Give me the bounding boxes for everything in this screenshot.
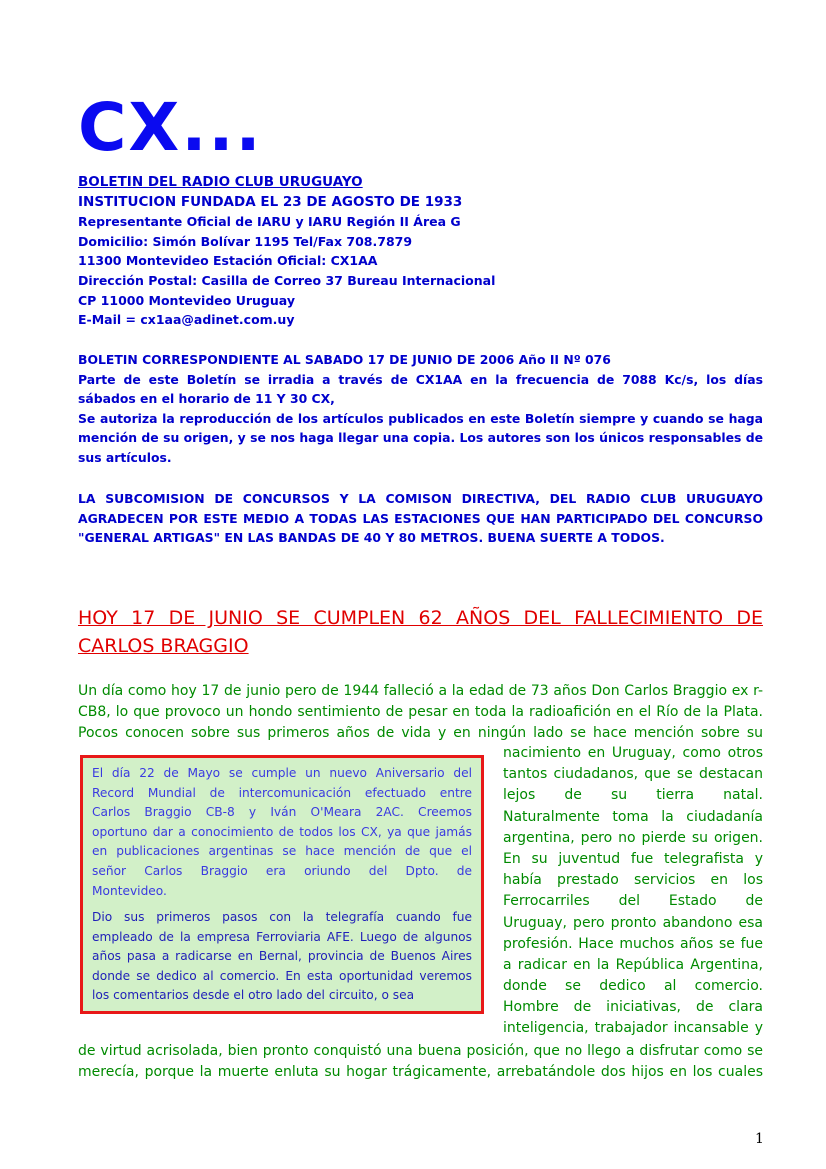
- text-line: en publicaciones argentinas se hace mención de que el: [92, 844, 472, 859]
- text-line: En su juventud fue telegrafista y: [503, 850, 763, 867]
- text-line: los comentarios desde el otro lado del circuito, o sea: [92, 988, 415, 1003]
- founding-line: INSTITUCION FUNDADA EL 23 DE AGOSTO DE 1933: [78, 193, 463, 210]
- text-line: merecía, porque la muerte enluta su hogar trágicamente, arrebatándole dos hijos en los cuales: [78, 1064, 763, 1081]
- email-line: E-Mail = cx1aa@adinet.com.uy: [78, 312, 295, 328]
- text-line: Hombre de iniciativas, de clara: [503, 999, 763, 1016]
- text-line: había prestado servicios en los: [503, 872, 763, 889]
- text-line: El día 22 de Mayo se cumple un nuevo Aniversario del: [92, 766, 472, 780]
- bulletin-date: BOLETIN CORRESPONDIENTE AL SABADO 17 DE JUNIO DE 2006 Año II Nº 076: [78, 352, 611, 367]
- text-line: donde se dedico al comercio.: [503, 978, 763, 995]
- text-line: a radicar en la República Argentina,: [503, 956, 763, 973]
- article-intro: [78, 681, 763, 745]
- text-line: señor Carlos Braggio era oriundo del Dpto. de: [92, 863, 472, 878]
- contest-notice: LA SUBCOMISION DE CONCURSOS Y LA COMISON DIRECTIVA, DEL RADIO CLUB URUGUAYO AGRADECEN POR ESTE MEDIO A TODAS LAS ESTACIONES QUE HAN PARTICIPADO DEL CONCURSO "GENERAL ARTIGAS" EN LAS BANDAS DE 40 Y 80 METROS. BUENA SUERTE A TODOS.: [78, 491, 763, 546]
- club-header: [78, 173, 768, 330]
- clipping-paragraph-2: [92, 908, 472, 1006]
- text-line: años pasa a radicarse en Bernal, provincia de Buenos Aires: [92, 949, 472, 964]
- text-line: donde se dedico al comercio. En esta oportunidad veremos: [92, 968, 472, 983]
- newspaper-clipping: [80, 755, 484, 1014]
- text-line: CB8, lo que provoco un hondo sentimiento de pesar en toda la radioafición en el Río de la Plata.: [78, 704, 763, 721]
- station-line: 11300 Montevideo Estación Oficial: CX1AA: [78, 253, 378, 269]
- text-line: oportuno dar a conocimiento de todos los CX, ya que jamás: [92, 824, 472, 839]
- iaru-line: Representante Oficial de IARU y IARU Región II Área G: [78, 214, 461, 230]
- text-line: empleado de la empresa Ferroviaria AFE. Luego de algunos: [92, 929, 472, 944]
- article-side-column: [503, 743, 763, 1040]
- text-line: profesión. Hace muchos años se fue: [503, 935, 763, 952]
- article-continuation: [78, 1041, 763, 1083]
- address-line: Domicilio: Simón Bolívar 1195 Tel/Fax 708.7879: [78, 233, 413, 249]
- masthead-title: CX...: [78, 89, 263, 166]
- text-line: Carlos Braggio CB-8 y Iván O'Meara 2AC. Creemos: [92, 805, 472, 820]
- text-line: nacimiento en Uruguay, como otros: [503, 745, 763, 761]
- text-line: de virtud acrisolada, bien pronto conquistó una buena posición, que no llego a disfrutar como se: [78, 1043, 763, 1059]
- bulletin-info: [78, 350, 763, 468]
- text-line: tantos ciudadanos, que se destacan: [503, 766, 763, 783]
- text-line: Naturalmente toma la ciudadanía: [503, 808, 763, 825]
- text-line: Record Mundial de intercomunicación efectuado entre: [92, 785, 472, 800]
- page-number: 1: [755, 1131, 764, 1147]
- text-line: Uruguay, pero pronto abandono esa: [503, 914, 763, 931]
- text-line: Montevideo.: [92, 883, 167, 898]
- postal-line: Dirección Postal: Casilla de Correo 37 Bureau Internacional: [78, 272, 496, 288]
- text-line: Un día como hoy 17 de junio pero de 1944 falleció a la edad de 73 años Don Carlos Braggio ex r-: [78, 683, 763, 699]
- text-line: Dio sus primeros pasos con la telegrafía cuando fue: [92, 910, 472, 924]
- reproduction-note: Se autoriza la reproducción de los artículos publicados en este Boletín siempre y cuando se haga mención de su origen, y se nos haga llegar una copia. Los autores son los únicos responsables de sus artículos.: [78, 410, 763, 465]
- bulletin-name: BOLETIN DEL RADIO CLUB URUGUAYO: [78, 174, 363, 190]
- text-line: Pocos conocen sobre sus primeros años de vida y en ningún lado se hace mención sobre su: [78, 725, 763, 742]
- city-line: CP 11000 Montevideo Uruguay: [78, 292, 295, 308]
- clipping-paragraph-1: [92, 764, 472, 901]
- text-line: lejos de su tierra natal.: [503, 787, 763, 804]
- article-headline: HOY 17 DE JUNIO SE CUMPLEN 62 AÑOS DEL FALLECIMIENTO DE CARLOS BRAGGIO: [78, 607, 763, 657]
- text-line: inteligencia, trabajador incansable y: [503, 1020, 763, 1037]
- text-line: Ferrocarriles del Estado de: [503, 893, 763, 910]
- text-line: argentina, pero no pierde su origen.: [503, 829, 763, 846]
- broadcast-info: Parte de este Boletín se irradia a través de CX1AA en la frecuencia de 7088 Kc/s, los días sábados en el horario de 11 Y 30 CX,: [78, 371, 763, 407]
